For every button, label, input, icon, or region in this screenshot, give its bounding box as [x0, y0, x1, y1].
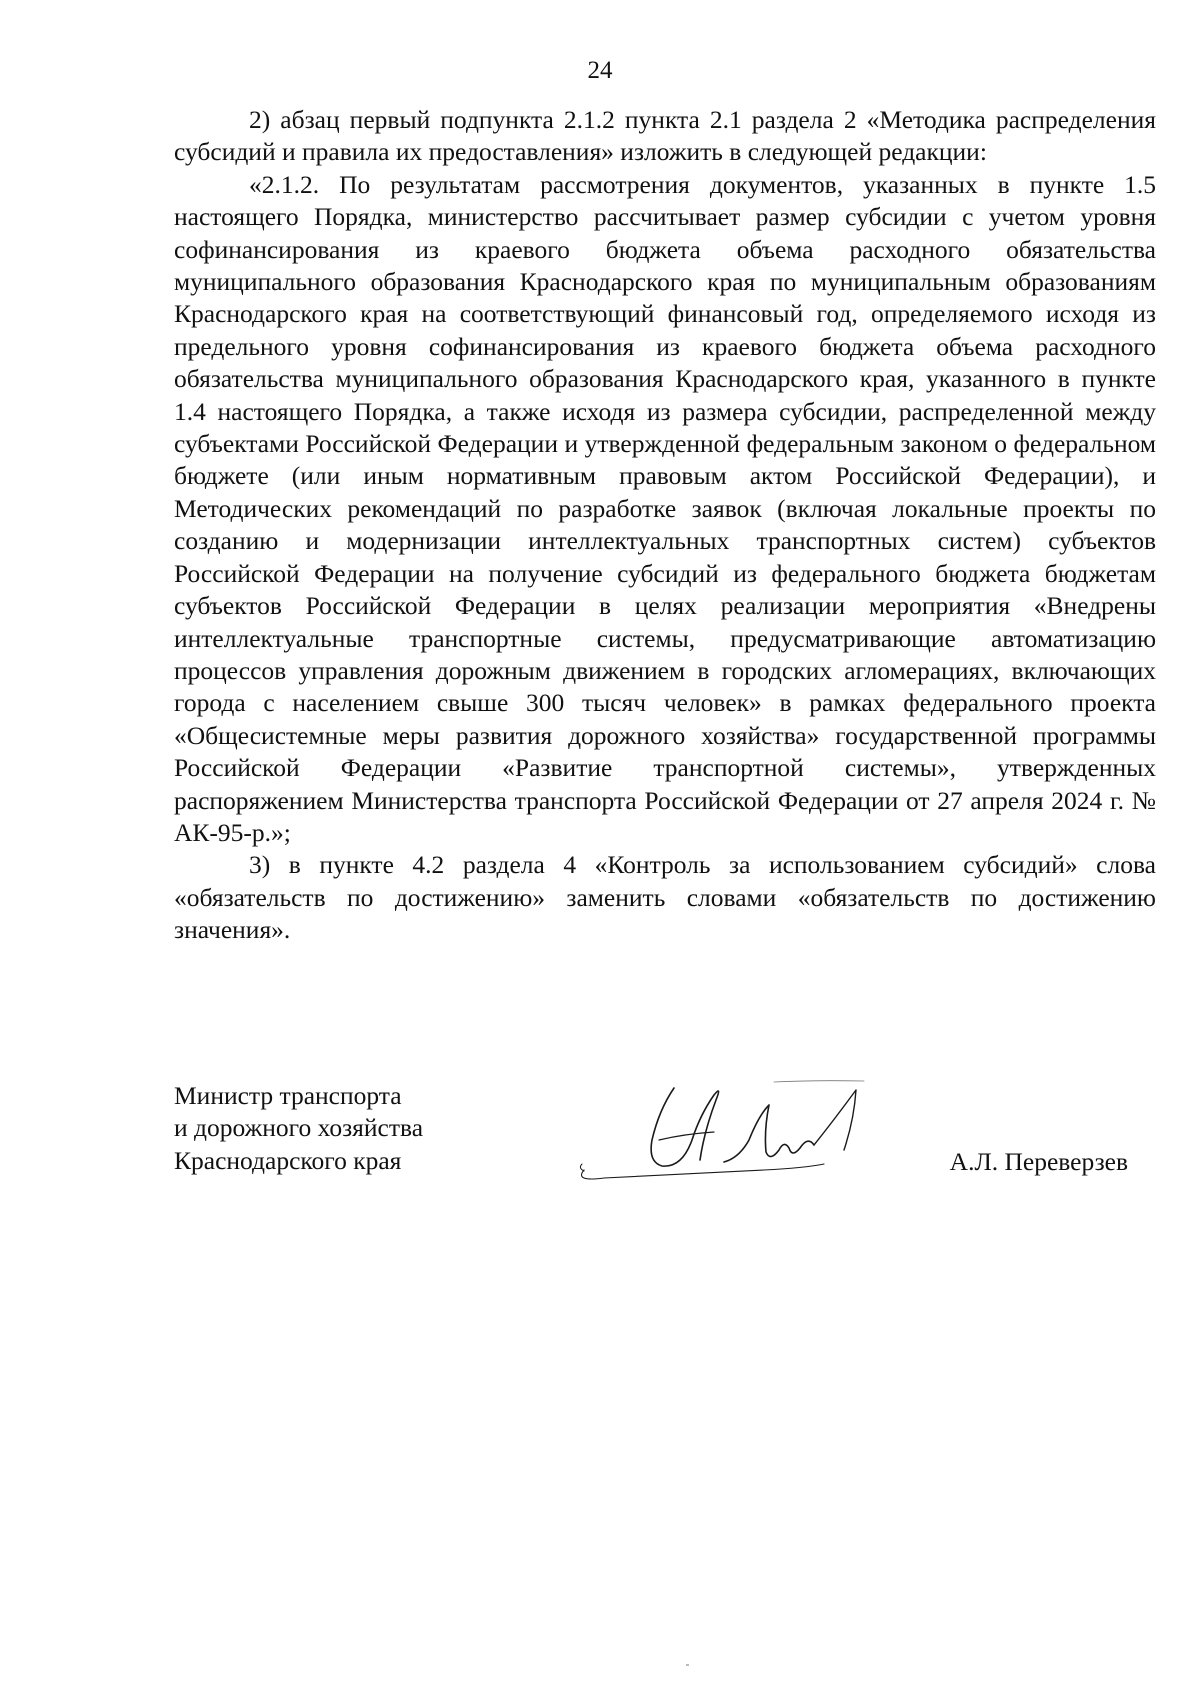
signer-title [174, 1080, 423, 1177]
signer-title-line: и дорожного хозяйства [174, 1113, 424, 1143]
signer-title-line: Министр транспорта [174, 1081, 402, 1110]
signature-block [174, 1080, 1156, 1210]
signer-name: А.Л. Переверзев [949, 1147, 1128, 1176]
handwritten-signature [564, 1070, 894, 1190]
page-number: 24 [587, 57, 613, 84]
document-body [174, 104, 1156, 947]
paragraph-clause-2-1-2: «2.1.2. По результатам рассмотрения документов, указанных в пункте 1.5 настоящего Порядка, министерство рассчитывает размер субсидии с учетом уровня софинансирования из краевого бюджета объема расходного обязательства муниципального образования Краснодарского края по муниципальным образованиям Краснодарского края на соответствующий финансовый год, определяемого исходя из предельного уровня софинансирования из краевого бюджета объема расходного обязательства муниципального образования Краснодарского края, указанного в пункте 1.4 настоящего Порядка, а также исходя из размера субсидии, распределенной между субъектами Российской Федерации и утвержденной федеральным законом о федеральном бюджете (или иным нормативным правовым актом Российской Федерации), и Методических рекомендаций по разработке заявок (включая локальные проекты по созданию и модернизации интеллектуальных транспортных систем) субъектов Российской Федерации на получение субсидий из федерального бюджета бюджетам субъектов Российской Федерации в целях реализации мероприятия «Внедрены интеллектуальные транспортные системы, предусматривающие автоматизацию процессов управления дорожным движением в городских агломерациях, включающих города с населением свыше 300 тысяч человек» в рамках федерального проекта «Общесистемные меры развития дорожного хозяйства» государственной программы Российской Федерации «Развитие транспортной системы», утвержденных распоряжением Министерства транспорта Российской Федерации от 27 апреля 2024 г. № АК-95-р.»; [174, 169, 1156, 847]
scan-artifact [686, 1664, 689, 1666]
paragraph-amendment-2: 2) абзац первый подпункта 2.1.2 пункта 2.1 раздела 2 «Методика распределения субсидий и правила их предоставления» изложить в следующей редакции: [174, 105, 1156, 167]
paragraph-amendment-3: 3) в пункте 4.2 раздела 4 «Контроль за использованием субсидий» слова «обязательств по достижению» заменить словами «обязательств по достижению значения». [174, 850, 1156, 945]
signer-title-line: Краснодарского края [174, 1145, 402, 1175]
